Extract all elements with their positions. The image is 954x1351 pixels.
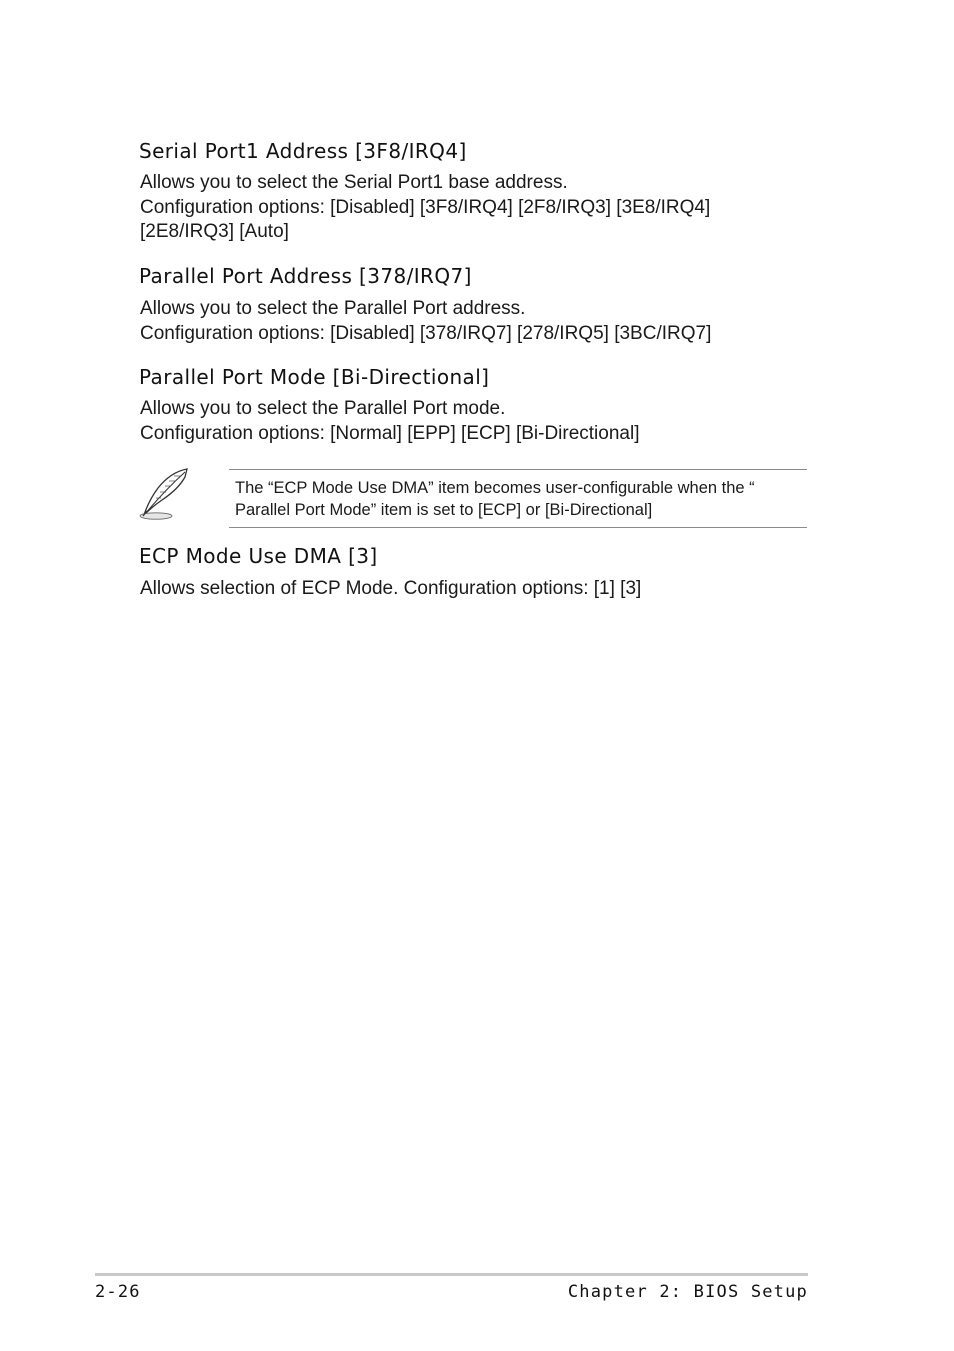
note-line: The “ECP Mode Use DMA” item becomes user-configurable when the “ — [235, 479, 755, 497]
section-body-parallel-port-mode — [140, 397, 639, 446]
body-line: Allows selection of ECP Mode. Configuration options: [1] [3] — [140, 578, 642, 599]
body-line: Configuration options: [Normal] [EPP] [ECP] [Bi-Directional] — [140, 422, 640, 444]
section-title-parallel-port-mode: Parallel Port Mode [Bi-Directional] — [139, 365, 490, 389]
note-text — [235, 477, 755, 521]
body-line: Configuration options: [Disabled] [3F8/IRQ4] [2F8/IRQ3] [3E8/IRQ4] — [140, 196, 711, 218]
body-line: Allows you to select the Serial Port1 base address. — [140, 172, 568, 193]
chapter-title: Chapter 2: BIOS Setup — [567, 1282, 808, 1302]
note-line: Parallel Port Mode” item is set to [ECP] or [Bi-Directional] — [235, 501, 653, 519]
page-number: 2-26 — [95, 1282, 141, 1302]
body-line: Allows you to select the Parallel Port address. — [140, 298, 526, 319]
section-body-ecp-mode-use-dma — [140, 577, 641, 602]
body-line: Configuration options: [Disabled] [378/IRQ7] [278/IRQ5] [3BC/IRQ7] — [140, 322, 712, 344]
body-line: [2E8/IRQ3] [Auto] — [140, 221, 289, 242]
section-title-serial-port1-address: Serial Port1 Address [3F8/IRQ4] — [139, 139, 467, 163]
feather-pen-icon — [138, 466, 194, 522]
footer-rule — [95, 1273, 808, 1276]
section-title-ecp-mode-use-dma: ECP Mode Use DMA [3] — [139, 544, 378, 568]
note-bottom-rule — [229, 527, 807, 528]
body-line: Allows you to select the Parallel Port mode. — [140, 398, 506, 419]
section-body-serial-port1-address — [140, 171, 710, 245]
note-top-rule — [229, 469, 807, 470]
section-body-parallel-port-address — [140, 297, 711, 346]
section-title-parallel-port-address: Parallel Port Address [378/IRQ7] — [139, 264, 472, 288]
